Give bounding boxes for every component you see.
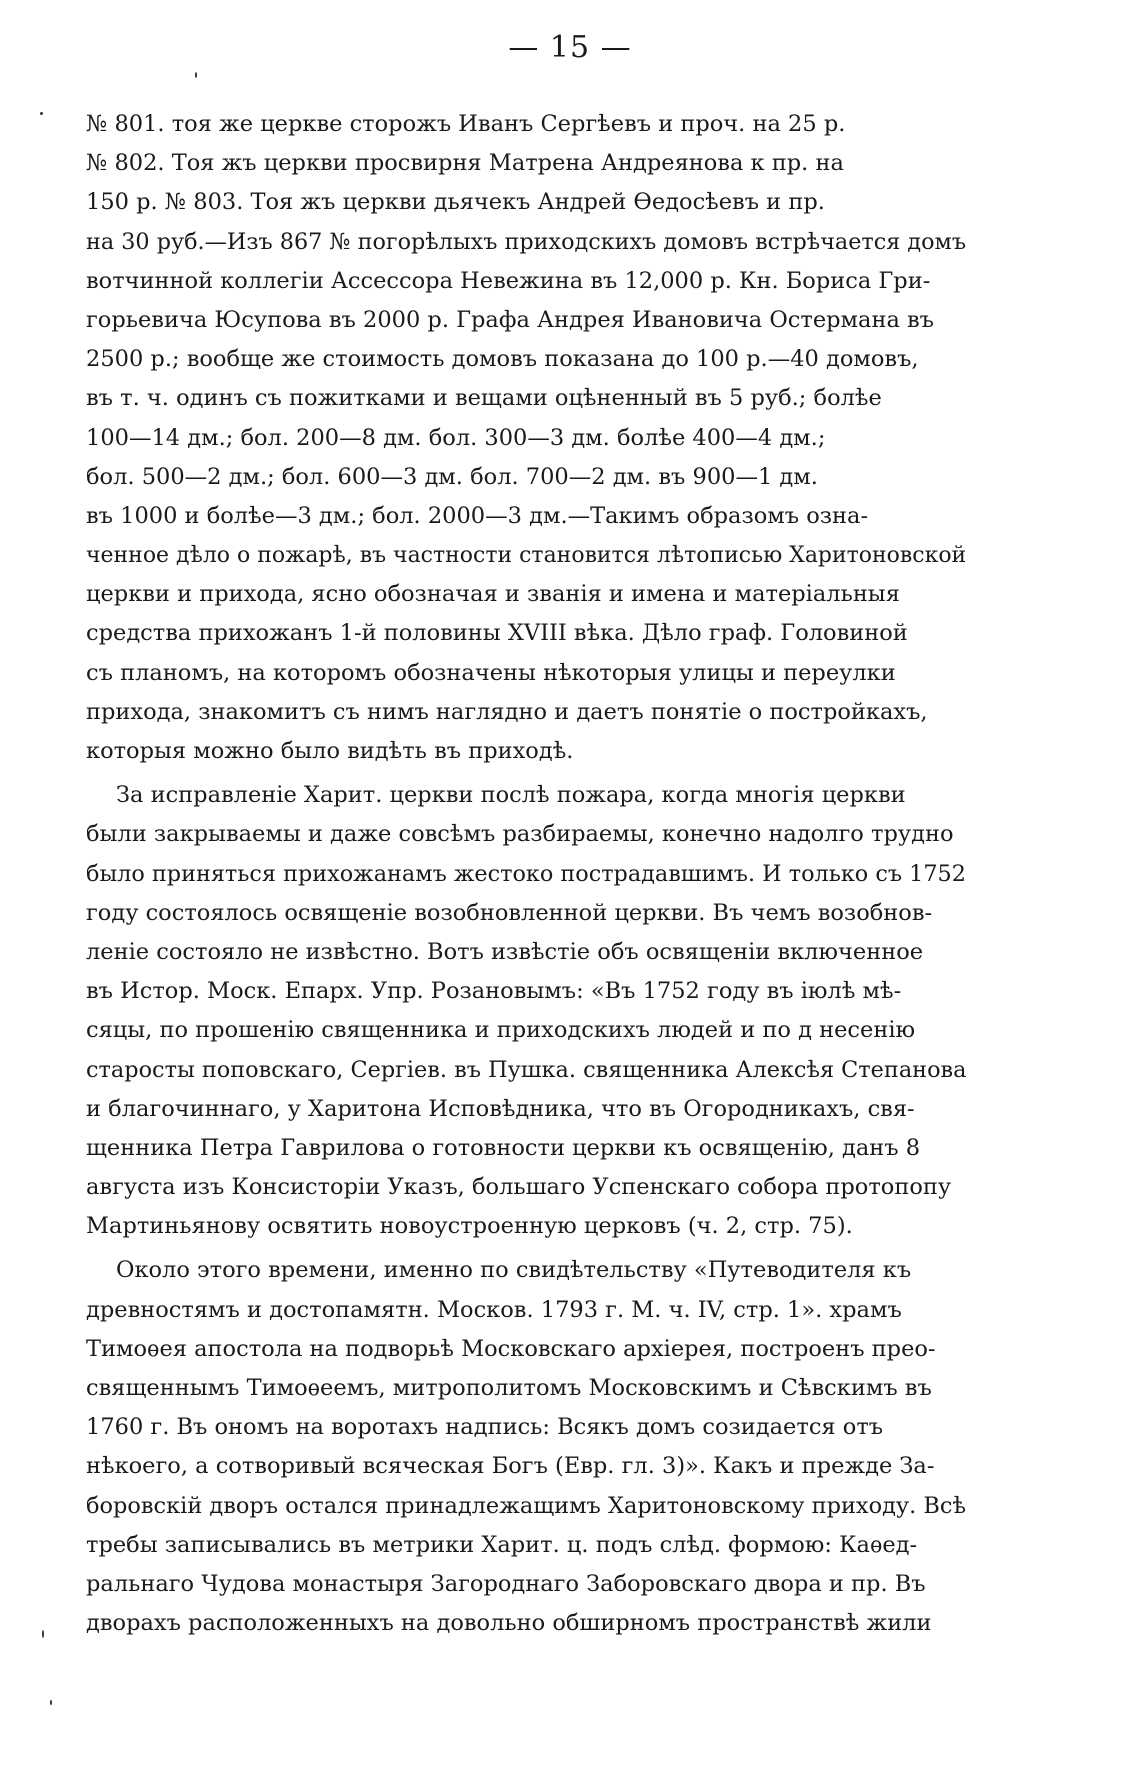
text-line: Мартиньянову освятить новоустроенную церковъ (ч. 2, стр. 75). <box>86 1213 853 1240</box>
text-line: въ 1000 и болѣе—3 дм.; бол. 2000—3 дм.—Такимъ образомъ озна- <box>86 502 869 529</box>
text-line: средства прихожанъ 1-й половины XVIII вѣка. Дѣло граф. Головиной <box>86 620 908 647</box>
text-line: августа изъ Консисторіи Указъ, большаго Успенскаго собора протопопу <box>86 1174 952 1201</box>
text-line: древностямъ и достопамятн. Москов. 1793 г. М. ч. IV, стр. 1». храмъ <box>86 1296 902 1323</box>
text-line: бол. 500—2 дм.; бол. 600—3 дм. бол. 700—2 дм. въ 900—1 дм. <box>86 463 818 490</box>
text-line: сяцы, по прошенію священника и приходскихъ людей и по д несенію <box>86 1017 916 1044</box>
text-line: За исправленіе Харит. церкви послѣ пожара, когда многія церкви <box>116 782 906 809</box>
text-line: № 802. Тоя жъ церкви просвирня Матрена Андреянова к пр. на <box>86 150 844 177</box>
text-line: 2500 р.; вообще же стоимость домовъ показана до 100 р.—40 домовъ, <box>86 346 919 373</box>
text-line: Около этого времени, именно по свидѣтельству «Путеводителя къ <box>116 1257 912 1284</box>
text-line: Тимоѳея апостола на подворьѣ Московскаго архіерея, построенъ прео- <box>86 1335 936 1362</box>
paragraph <box>86 1251 966 1643</box>
text-line: году состоялось освященіе возобновленной церкви. Въ чемъ возобнов- <box>86 899 933 926</box>
text-line: дворахъ расположенныхъ на довольно обширномъ пространствѣ жили <box>86 1610 932 1637</box>
text-line: прихода, знакомитъ съ нимъ наглядно и даетъ понятіе о постройкахъ, <box>86 698 928 725</box>
text-line: боровскій дворъ остался принадлежащимъ Харитоновскому приходу. Всѣ <box>86 1492 967 1519</box>
text-line: леніе состояло не извѣстно. Вотъ извѣстіе объ освященіи включенное <box>86 938 924 965</box>
text-line: священнымъ Тимоѳеемъ, митрополитомъ Московскимъ и Сѣвскимъ въ <box>86 1375 932 1401</box>
text-line: требы записывались въ метрики Харит. ц. подъ слѣд. формою: Каѳед- <box>86 1531 918 1558</box>
text-line: вотчинной коллегіи Ассессора Невежина въ 12,000 р. Кн. Бориса Гри- <box>86 267 931 294</box>
page-body <box>86 105 966 1643</box>
page-number: — 15 — <box>508 30 632 65</box>
text-line: нѣкоего, а сотворивый всяческая Богъ (Евр. гл. 3)». Какъ и прежде За- <box>86 1453 935 1480</box>
print-speck <box>50 1700 52 1705</box>
text-line: горьевича Юсупова въ 2000 р. Графа Андрея Ивановича Остермана въ <box>86 306 935 333</box>
print-speck <box>195 72 197 78</box>
text-line: церкви и прихода, ясно обозначая и званія и имена и матеріальныя <box>86 581 900 608</box>
text-line: въ Истор. Моск. Епарх. Упр. Розановымъ: «Въ 1752 году въ іюлѣ мѣ- <box>86 978 902 1005</box>
text-line: 1760 г. Въ ономъ на воротахъ надпись: Всякъ домъ созидается отъ <box>86 1414 884 1441</box>
text-line: 150 р. № 803. Тоя жъ церкви дьячекъ Андрей Ѳедосѣевъ и пр. <box>86 189 825 216</box>
text-line: которыя можно было видѣть въ приходѣ. <box>86 738 574 764</box>
text-line: № 801. тоя же церкве сторожъ Иванъ Сергѣевъ и проч. на 25 р. <box>86 111 846 137</box>
text-line: ральнаго Чудова монастыря Загороднаго Заборовскаго двора и пр. Въ <box>86 1570 926 1597</box>
text-line: 100—14 дм.; бол. 200—8 дм. бол. 300—3 дм. болѣе 400—4 дм.; <box>86 424 826 451</box>
text-line: и благочиннаго, у Харитона Исповѣдника, что въ Огородникахъ, свя- <box>86 1095 915 1122</box>
text-line: были закрываемы и даже совсѣмъ разбираемы, конечно надолго трудно <box>86 821 954 848</box>
text-line: на 30 руб.—Изъ 867 № погорѣлыхъ приходскихъ домовъ встрѣчается домъ <box>86 228 967 255</box>
text-line: ченное дѣло о пожарѣ, въ частности становится лѣтописью Харитоновской <box>86 542 967 569</box>
text-line: щенника Петра Гаврилова о готовности церкви къ освященію, данъ 8 <box>86 1134 921 1161</box>
text-line: съ планомъ, на которомъ обозначены нѣкоторыя улицы и переулки <box>86 659 896 686</box>
print-speck <box>40 112 43 115</box>
paragraph <box>86 776 966 1246</box>
print-speck <box>42 1630 44 1638</box>
paragraph <box>86 105 966 771</box>
text-line: было приняться прихожанамъ жестоко пострадавшимъ. И только съ 1752 <box>86 860 966 887</box>
text-line: старосты поповскаго, Сергіев. въ Пушка. священника Алексѣя Степанова <box>86 1056 967 1083</box>
text-line: въ т. ч. одинъ съ пожитками и вещами оцѣненный въ 5 руб.; болѣе <box>86 385 882 412</box>
